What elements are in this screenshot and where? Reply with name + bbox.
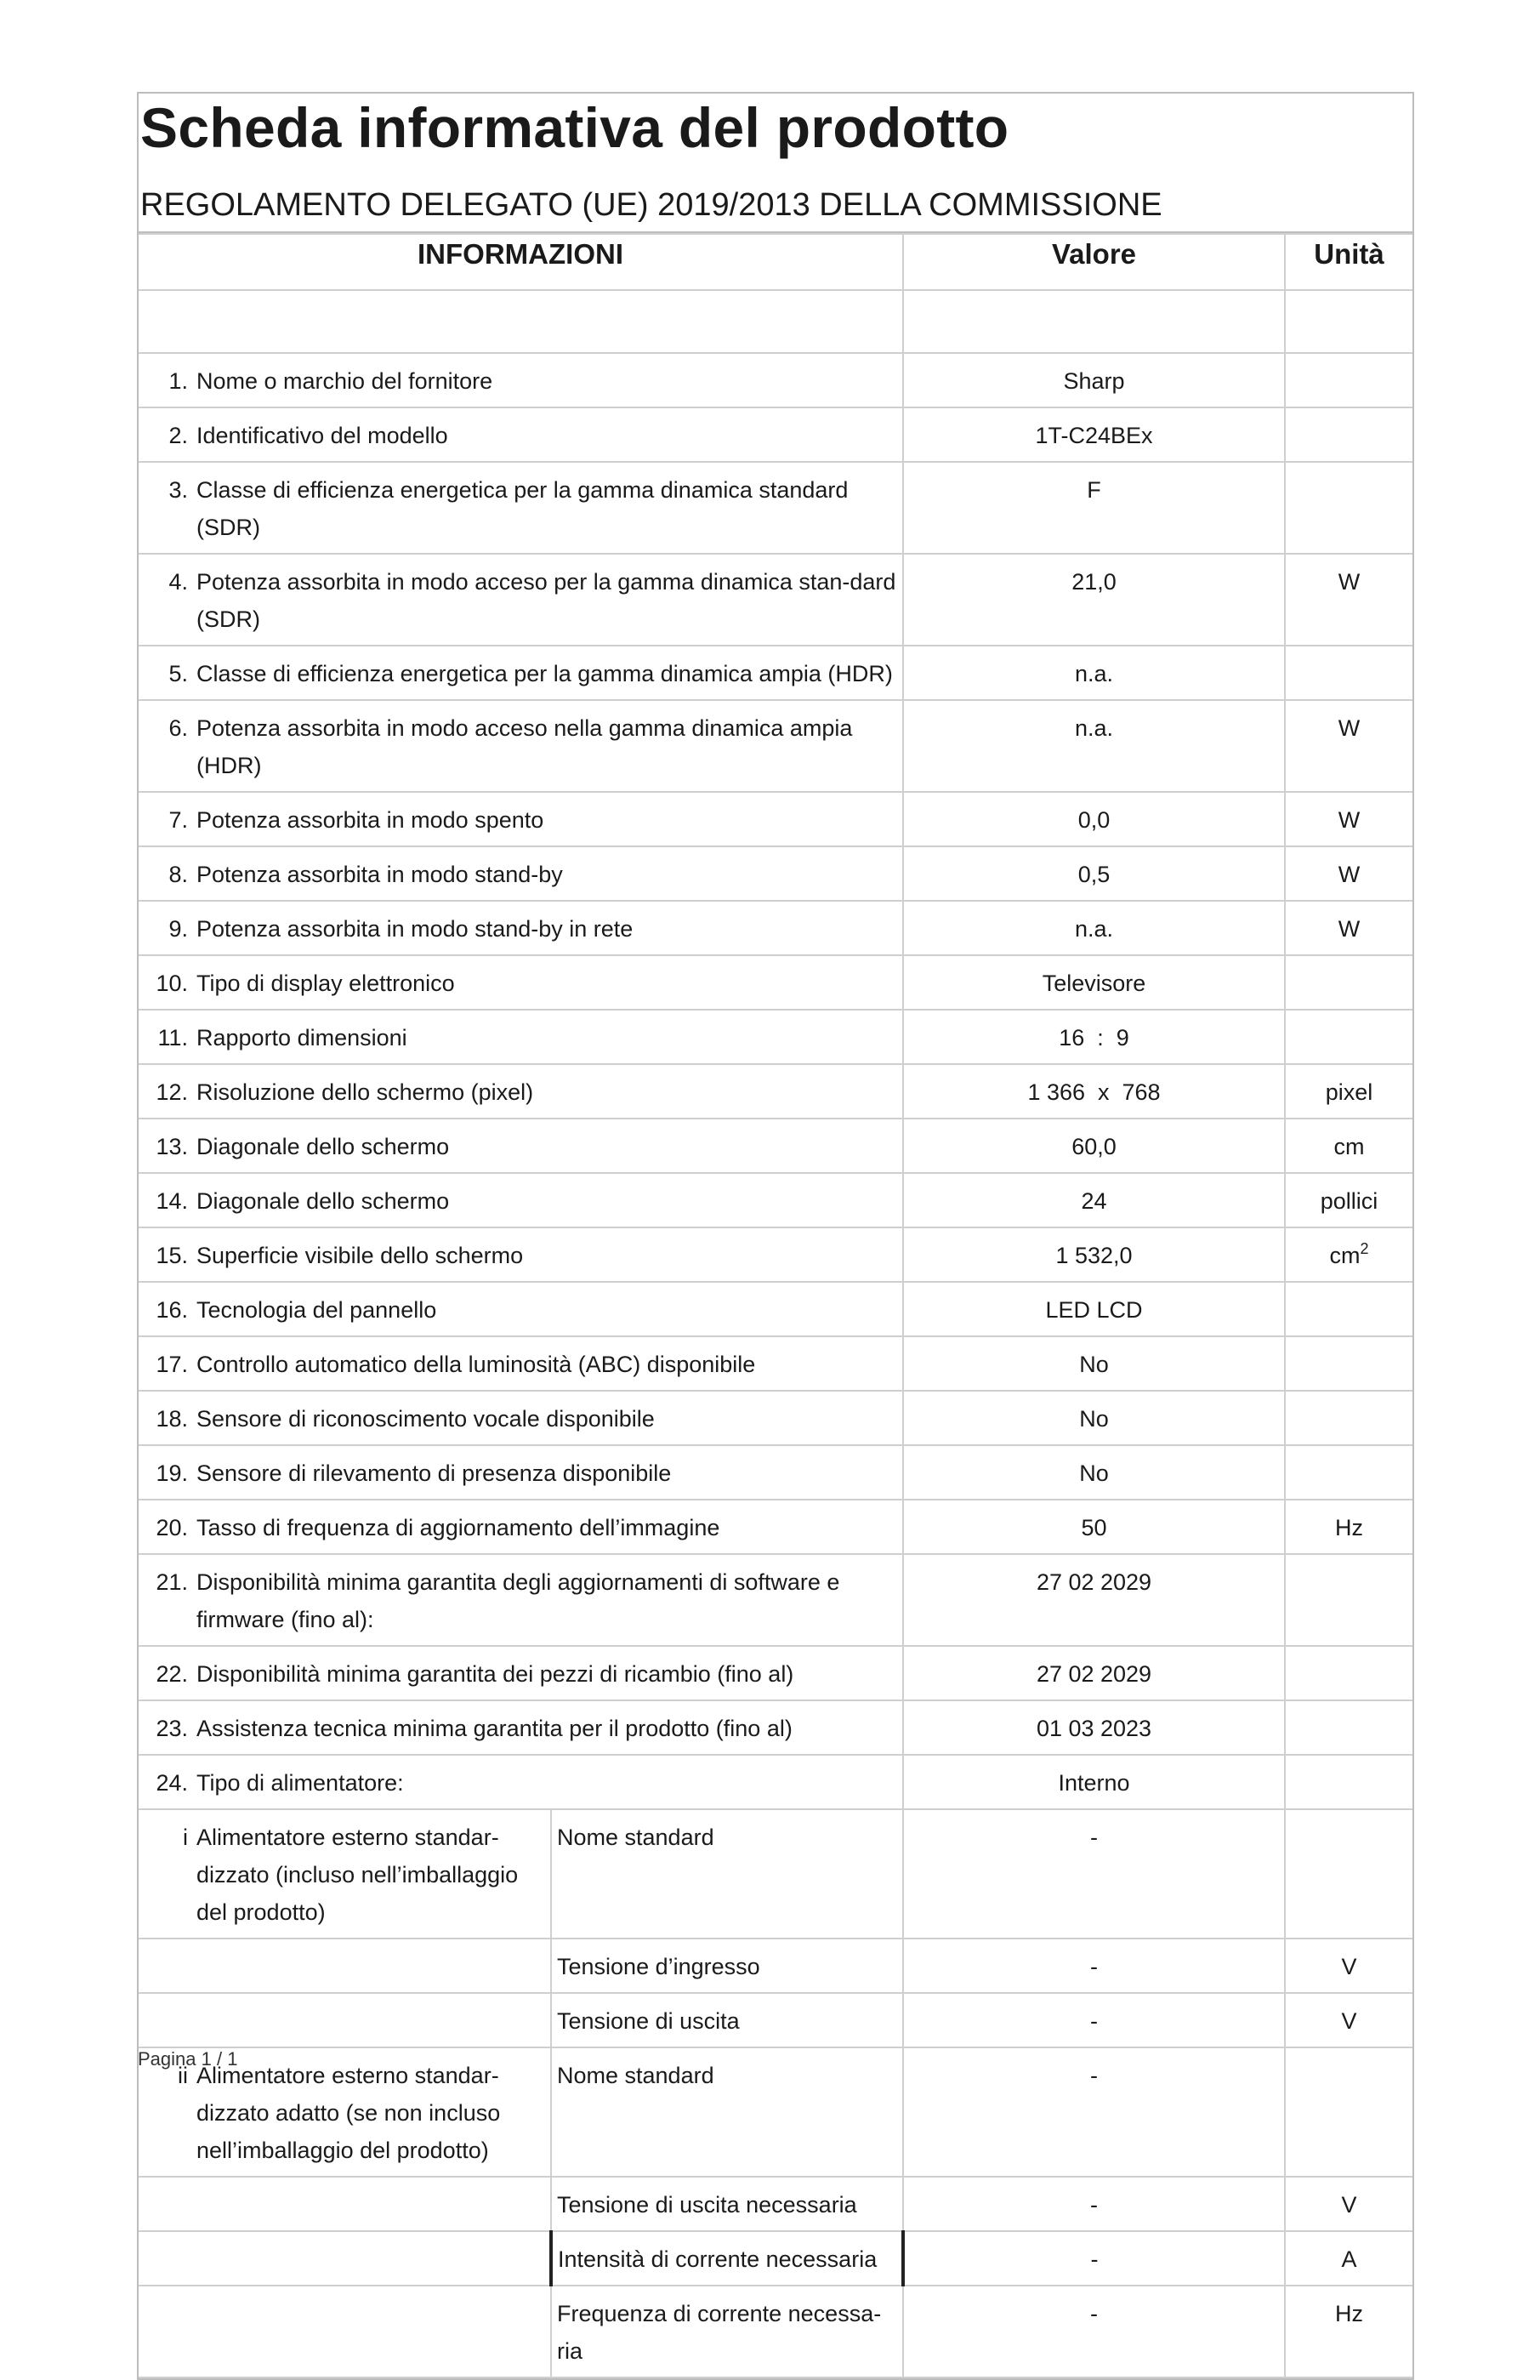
table-row: [139, 901, 1412, 955]
row-number: 23.: [156, 1716, 188, 1741]
unit-text: W: [1338, 862, 1361, 887]
row-label: Potenza assorbita in modo acceso nella gamma dinamica ampia (HDR): [196, 715, 853, 778]
header-info: INFORMAZIONI: [139, 234, 903, 290]
table-row: [139, 1119, 1412, 1173]
row-number: 17.: [156, 1352, 188, 1377]
row-unit: [1285, 554, 1412, 646]
row-number: 22.: [156, 1661, 188, 1687]
row-value: No: [903, 1336, 1285, 1391]
unit-text: pollici: [1320, 1188, 1378, 1214]
info-table: [139, 233, 1412, 2378]
table-row: [139, 1700, 1412, 1755]
row-number: 5.: [168, 661, 188, 686]
row-unit: [1285, 1119, 1412, 1173]
row-label: Tasso di frequenza di aggiornamento dell’immagine: [196, 1515, 720, 1540]
psu-item-label: Nome standard: [551, 2047, 903, 2177]
row-value: 16 : 9: [903, 1010, 1285, 1064]
row-label: Nome o marchio del fornitore: [196, 368, 493, 394]
psu-item-unit: [1285, 2047, 1412, 2177]
row-unit: [1285, 1500, 1412, 1554]
header-block: [139, 94, 1412, 233]
row-label: Sensore di rilevamento di presenza disponibile: [196, 1460, 672, 1486]
psu-item-value: -: [903, 2177, 1285, 2231]
psu-row: [139, 1939, 1412, 1993]
regulation-subtitle: REGOLAMENTO DELEGATO (UE) 2019/2013 DELLA COMMISSIONE: [140, 187, 1162, 223]
table-row: [139, 792, 1412, 846]
page-footer: Pagina 1 / 1: [138, 2048, 238, 2070]
row-label: Disponibilità minima garantita dei pezzi di ricambio (fino al): [196, 1661, 794, 1687]
row-label: Superficie visibile dello schermo: [196, 1243, 524, 1268]
psu-number: ii: [178, 2063, 188, 2088]
row-unit: [1285, 1282, 1412, 1336]
row-unit: [1285, 1391, 1412, 1445]
row-value: 27 02 2029: [903, 1554, 1285, 1646]
row-label: Sensore di riconoscimento vocale disponibile: [196, 1406, 655, 1432]
psu-item-unit: [1285, 1809, 1412, 1939]
row-value: n.a.: [903, 901, 1285, 955]
psu-row: [139, 1993, 1412, 2047]
psu-item-value: -: [903, 1809, 1285, 1939]
table-row: [139, 700, 1412, 792]
row-label: Tipo di display elettronico: [196, 971, 455, 996]
psu-item-label: Tensione d’ingresso: [551, 1939, 903, 1993]
row-number: 14.: [156, 1188, 188, 1214]
row-number: 21.: [156, 1569, 188, 1595]
unit-text: W: [1338, 715, 1361, 741]
row-value: Interno: [903, 1755, 1285, 1809]
row-unit: [1285, 1554, 1412, 1646]
row-value: n.a.: [903, 646, 1285, 700]
row-label: Potenza assorbita in modo spento: [196, 807, 544, 833]
row-label: Risoluzione dello schermo (pixel): [196, 1079, 534, 1105]
row-number: 19.: [156, 1460, 188, 1486]
row-number: 20.: [156, 1515, 188, 1540]
row-unit: [1285, 1010, 1412, 1064]
table-row: [139, 1064, 1412, 1119]
unit-text: cm: [1333, 1134, 1365, 1159]
row-unit: [1285, 1227, 1412, 1282]
row-value: Sharp: [903, 353, 1285, 407]
row-label: Controllo automatico della luminosità (ABC) disponibile: [196, 1352, 756, 1377]
row-value: F: [903, 462, 1285, 554]
row-label: Tipo di alimentatore:: [196, 1770, 404, 1796]
psu-row: [139, 2286, 1412, 2377]
row-unit: [1285, 700, 1412, 792]
row-label: Diagonale dello schermo: [196, 1188, 450, 1214]
psu-item-label: Intensità di corrente necessaria: [551, 2231, 903, 2286]
row-number: 24.: [156, 1770, 188, 1796]
psu-label: Alimentatore esterno standar-dizzato (incluso nell’imballaggio del prodotto): [196, 1825, 519, 1925]
row-value: No: [903, 1445, 1285, 1500]
table-row: [139, 846, 1412, 901]
row-value: No: [903, 1391, 1285, 1445]
row-label: Identificativo del modello: [196, 423, 448, 448]
psu-item-value: -: [903, 2286, 1285, 2377]
psu-item-unit: V: [1285, 2177, 1412, 2231]
product-information-sheet: [137, 92, 1414, 2380]
row-unit: [1285, 646, 1412, 700]
table-row: [139, 1173, 1412, 1227]
row-value: Televisore: [903, 955, 1285, 1010]
header-unit: Unità: [1285, 234, 1412, 290]
psu-number: i: [183, 1825, 188, 1850]
table-row: [139, 1646, 1412, 1700]
row-value: 24: [903, 1173, 1285, 1227]
row-unit: [1285, 353, 1412, 407]
row-unit: [1285, 1445, 1412, 1500]
row-number: 1.: [168, 368, 188, 394]
psu-item-label: Tensione di uscita: [551, 1993, 903, 2047]
table-row: [139, 1282, 1412, 1336]
psu-item-unit: V: [1285, 1939, 1412, 1993]
row-value: 21,0: [903, 554, 1285, 646]
unit-text: cm: [1329, 1243, 1361, 1268]
row-number: 9.: [168, 916, 188, 942]
row-number: 6.: [168, 715, 188, 741]
table-row: [139, 407, 1412, 462]
row-unit: [1285, 846, 1412, 901]
row-number: 3.: [168, 477, 188, 503]
table-row: [139, 1010, 1412, 1064]
page-title: Scheda informativa del prodotto: [140, 96, 1009, 159]
psu-label: Alimentatore esterno standar-dizzato adatto (se non incluso nell’imballaggio del prodotto): [196, 2063, 501, 2163]
row-unit: [1285, 1336, 1412, 1391]
row-value: 50: [903, 1500, 1285, 1554]
row-value: 60,0: [903, 1119, 1285, 1173]
psu-item-value: -: [903, 2231, 1285, 2286]
table-row: [139, 1755, 1412, 1809]
row-label: Classe di efficienza energetica per la gamma dinamica ampia (HDR): [196, 661, 893, 686]
row-number: 12.: [156, 1079, 188, 1105]
row-value: 1T-C24BEx: [903, 407, 1285, 462]
unit-text: W: [1338, 807, 1361, 833]
table-header-row: [139, 234, 1412, 290]
table-row: [139, 1227, 1412, 1282]
row-unit: [1285, 955, 1412, 1010]
psu-row: [139, 1809, 1412, 1939]
row-unit: [1285, 1173, 1412, 1227]
row-number: 11.: [157, 1025, 188, 1051]
row-value: 27 02 2029: [903, 1646, 1285, 1700]
row-value: 0,5: [903, 846, 1285, 901]
row-unit: [1285, 407, 1412, 462]
row-label: Assistenza tecnica minima garantita per il prodotto (fino al): [196, 1716, 793, 1741]
row-number: 2.: [168, 423, 188, 448]
row-unit: [1285, 1755, 1412, 1809]
psu-item-unit: A: [1285, 2231, 1412, 2286]
row-number: 7.: [168, 807, 188, 833]
unit-text: W: [1338, 569, 1361, 595]
table-row: [139, 554, 1412, 646]
row-unit: [1285, 462, 1412, 554]
row-value: 1 366 x 768: [903, 1064, 1285, 1119]
row-value: 1 532,0: [903, 1227, 1285, 1282]
psu-item-value: -: [903, 2047, 1285, 2177]
row-number: 13.: [156, 1134, 188, 1159]
spacer-row: [139, 290, 1412, 353]
row-number: 10.: [156, 971, 188, 996]
row-label: Diagonale dello schermo: [196, 1134, 450, 1159]
psu-item-label: Tensione di uscita necessaria: [551, 2177, 903, 2231]
psu-item-unit: Hz: [1285, 2286, 1412, 2377]
unit-text: W: [1338, 916, 1361, 942]
row-label: Rapporto dimensioni: [196, 1025, 407, 1051]
table-row: [139, 353, 1412, 407]
table-row: [139, 1336, 1412, 1391]
row-value: n.a.: [903, 700, 1285, 792]
table-row: [139, 1445, 1412, 1500]
table-row: [139, 955, 1412, 1010]
row-unit: [1285, 1646, 1412, 1700]
psu-item-value: -: [903, 1993, 1285, 2047]
row-unit: [1285, 1064, 1412, 1119]
row-number: 8.: [168, 862, 188, 887]
row-label: Tecnologia del pannello: [196, 1297, 437, 1323]
psu-row: [139, 2177, 1412, 2231]
table-row: [139, 646, 1412, 700]
row-value: 01 03 2023: [903, 1700, 1285, 1755]
row-unit: [1285, 901, 1412, 955]
unit-superscript: 2: [1360, 1240, 1369, 1257]
unit-text: Hz: [1335, 1515, 1364, 1540]
psu-row: [139, 2047, 1412, 2177]
row-number: 15.: [156, 1243, 188, 1268]
row-unit: [1285, 1700, 1412, 1755]
row-number: 4.: [168, 569, 188, 595]
psu-item-label: Nome standard: [551, 1809, 903, 1939]
row-label: Potenza assorbita in modo stand-by: [196, 862, 563, 887]
row-label: Classe di efficienza energetica per la gamma dinamica standard (SDR): [196, 477, 849, 540]
table-row: [139, 1391, 1412, 1445]
psu-item-value: -: [903, 1939, 1285, 1993]
row-value: LED LCD: [903, 1282, 1285, 1336]
table-row: [139, 1500, 1412, 1554]
row-value: 0,0: [903, 792, 1285, 846]
header-value: Valore: [903, 234, 1285, 290]
table-row: [139, 462, 1412, 554]
row-label: Disponibilità minima garantita degli aggiornamenti di software e firmware (fino al):: [196, 1569, 840, 1632]
psu-item-unit: V: [1285, 1993, 1412, 2047]
row-number: 16.: [156, 1297, 188, 1323]
table-row: [139, 1554, 1412, 1646]
row-label: Potenza assorbita in modo acceso per la gamma dinamica stan-dard (SDR): [196, 569, 896, 632]
row-unit: [1285, 792, 1412, 846]
row-number: 18.: [156, 1406, 188, 1432]
unit-text: pixel: [1325, 1079, 1373, 1105]
psu-row: [139, 2231, 1412, 2286]
row-label: Potenza assorbita in modo stand-by in rete: [196, 916, 634, 942]
psu-item-label: Frequenza di corrente necessa-ria: [551, 2286, 903, 2377]
